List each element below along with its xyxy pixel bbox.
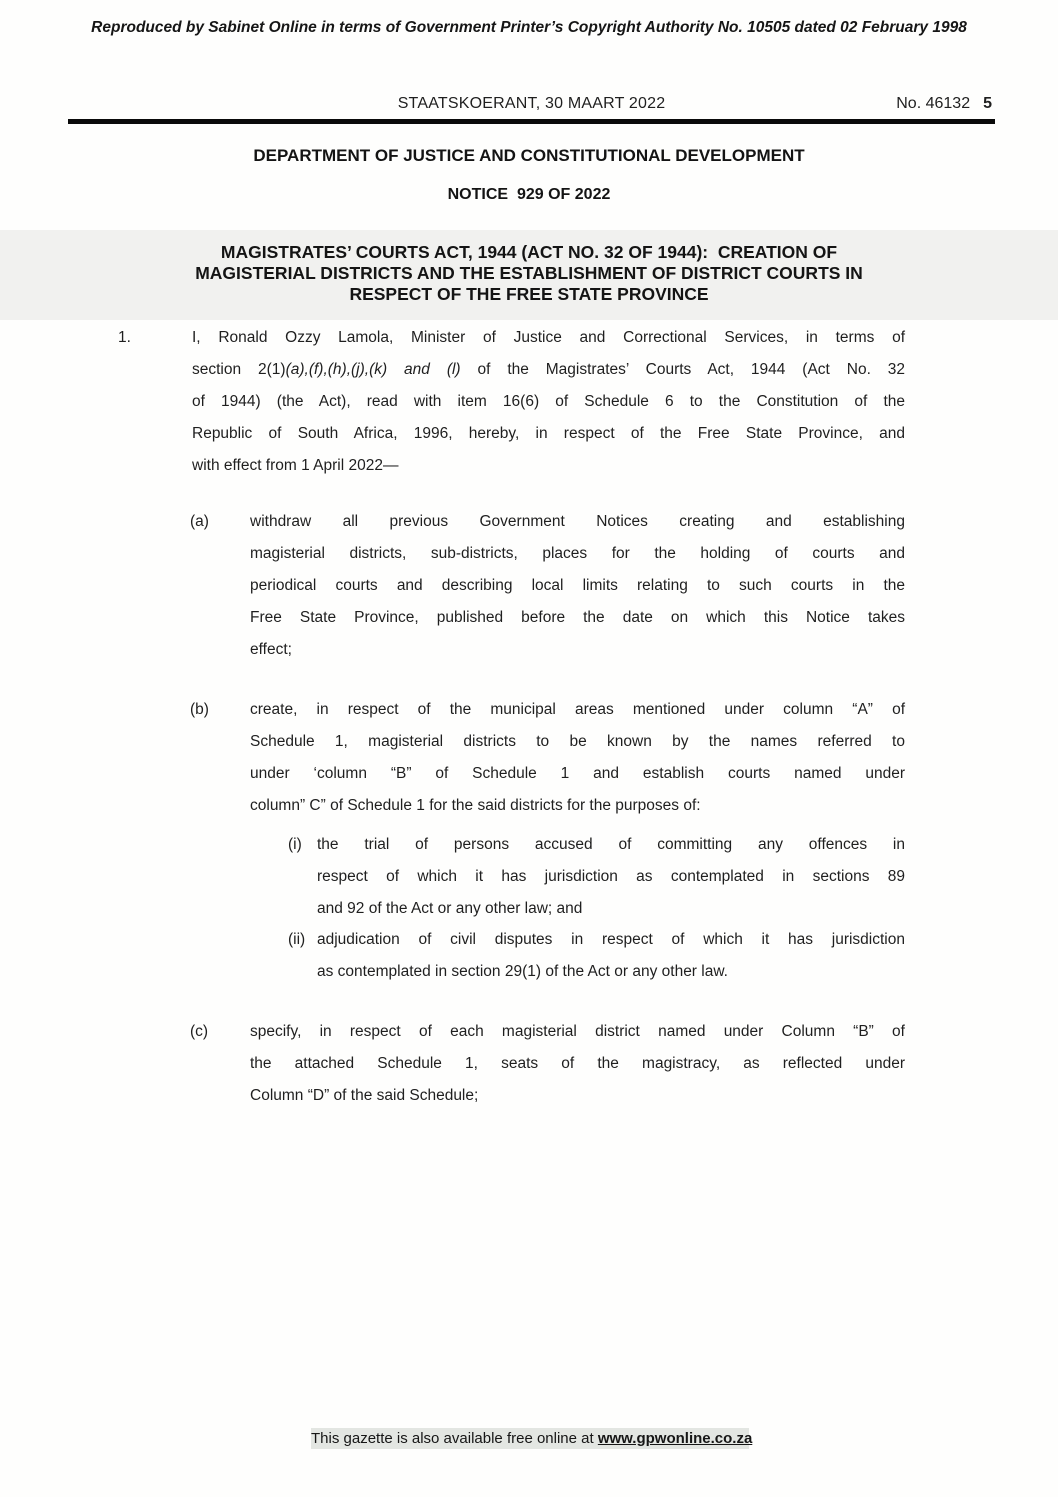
paragraph-1-line-5: with effect from 1 April 2022—	[192, 457, 399, 474]
clause-b-line-3: under ‘column “B” of Schedule 1 and establish courts named under	[250, 765, 905, 782]
header-rule	[68, 119, 995, 124]
clause-a-line-2: magisterial districts, sub-districts, places for the holding of courts and	[250, 545, 905, 562]
subclause-ii-line-1: adjudication of civil disputes in respect of which it has jurisdiction	[317, 931, 905, 948]
clause-a-line-1: withdraw all previous Government Notices creating and establishing	[250, 513, 905, 530]
text-segment: of the Magistrates’ Courts Act, 1944 (Act No. 32	[460, 361, 906, 378]
gazette-page-number: 5	[983, 95, 992, 112]
subclause-i-label: (i)	[288, 836, 302, 853]
paragraph-1-line-3: of 1944) (the Act), read with item 16(6) of Schedule 6 to the Constitution of the	[192, 393, 905, 410]
clause-b-line-1: create, in respect of the municipal areas mentioned under column “A” of	[250, 701, 905, 718]
subclause-ii-label: (ii)	[288, 931, 306, 948]
copyright-line: Reproduced by Sabinet Online in terms of Government Printer’s Copyright Authority No. 10505 dated 02 February 1998	[91, 19, 967, 36]
subclause-i-line-2: respect of which it has jurisdiction as contemplated in sections 89	[317, 868, 905, 885]
gazette-name-date: STAATSKOERANT, 30 MAART 2022	[397, 95, 666, 112]
clause-b-label: (b)	[190, 701, 209, 718]
clause-a-line-3: periodical courts and describing local limits relating to such courts in the	[250, 577, 905, 594]
clause-b-text	[250, 694, 905, 822]
gazette-issue-number: No. 46132	[896, 95, 971, 112]
act-title-line-1: MAGISTRATES’ COURTS ACT, 1944 (ACT NO. 32 OF 1944): CREATION OF	[220, 242, 838, 262]
act-title	[94, 242, 964, 305]
text-segment: section 2(1)	[192, 361, 286, 378]
footer-bar	[311, 1428, 753, 1449]
footer-text: This gazette is also available free online at	[311, 1430, 598, 1447]
paragraph-1-number: 1.	[118, 329, 131, 346]
paragraph-1-line-4: Republic of South Africa, 1996, hereby, in respect of the Free State Province, and	[192, 425, 905, 442]
paragraph-1-line-2	[192, 354, 905, 386]
clause-c-text	[250, 1016, 905, 1112]
department-heading: DEPARTMENT OF JUSTICE AND CONSTITUTIONAL DEVELOPMENT	[253, 146, 805, 165]
act-title-line-3: RESPECT OF THE FREE STATE PROVINCE	[349, 284, 709, 304]
act-title-line-2: MAGISTERIAL DISTRICTS AND THE ESTABLISHMENT OF DISTRICT COURTS IN	[195, 263, 863, 283]
clause-b-line-2: Schedule 1, magisterial districts to be known by the names referred to	[250, 733, 905, 750]
paragraph-1-line-1: I, Ronald Ozzy Lamola, Minister of Justice and Correctional Services, in terms of	[192, 329, 905, 346]
masthead-right	[896, 94, 992, 114]
clause-a-line-5: effect;	[250, 641, 292, 658]
clause-b-line-4: column” C” of Schedule 1 for the said districts for the purposes of:	[250, 797, 701, 814]
masthead	[68, 94, 995, 114]
paragraph-1-text	[192, 322, 905, 482]
subclause-ii-line-2: as contemplated in section 29(1) of the Act or any other law.	[317, 963, 728, 980]
subclause-i-text	[317, 829, 905, 925]
clause-a-text	[250, 506, 905, 666]
subclause-i-line-3: and 92 of the Act or any other law; and	[317, 900, 583, 917]
clause-c-line-2: the attached Schedule 1, seats of the magistracy, as reflected under	[250, 1055, 905, 1072]
clause-c-label: (c)	[190, 1023, 209, 1040]
clause-a-line-4: Free State Province, published before the date on which this Notice takes	[250, 609, 905, 626]
subclause-ii-text	[317, 924, 905, 988]
clause-c-line-3: Column “D” of the said Schedule;	[250, 1087, 479, 1104]
subclause-i-line-1: the trial of persons accused of committing any offences in	[317, 836, 905, 853]
notice-heading: NOTICE 929 OF 2022	[447, 186, 611, 203]
clause-a-label: (a)	[190, 513, 209, 530]
italic-citation-segment: (a),(f),(h),(j),(k) and (l)	[285, 361, 461, 378]
clause-c-line-1: specify, in respect of each magisterial district named under Column “B” of	[250, 1023, 905, 1040]
gazette-url-link[interactable]: www.gpwonline.co.za	[597, 1430, 753, 1447]
